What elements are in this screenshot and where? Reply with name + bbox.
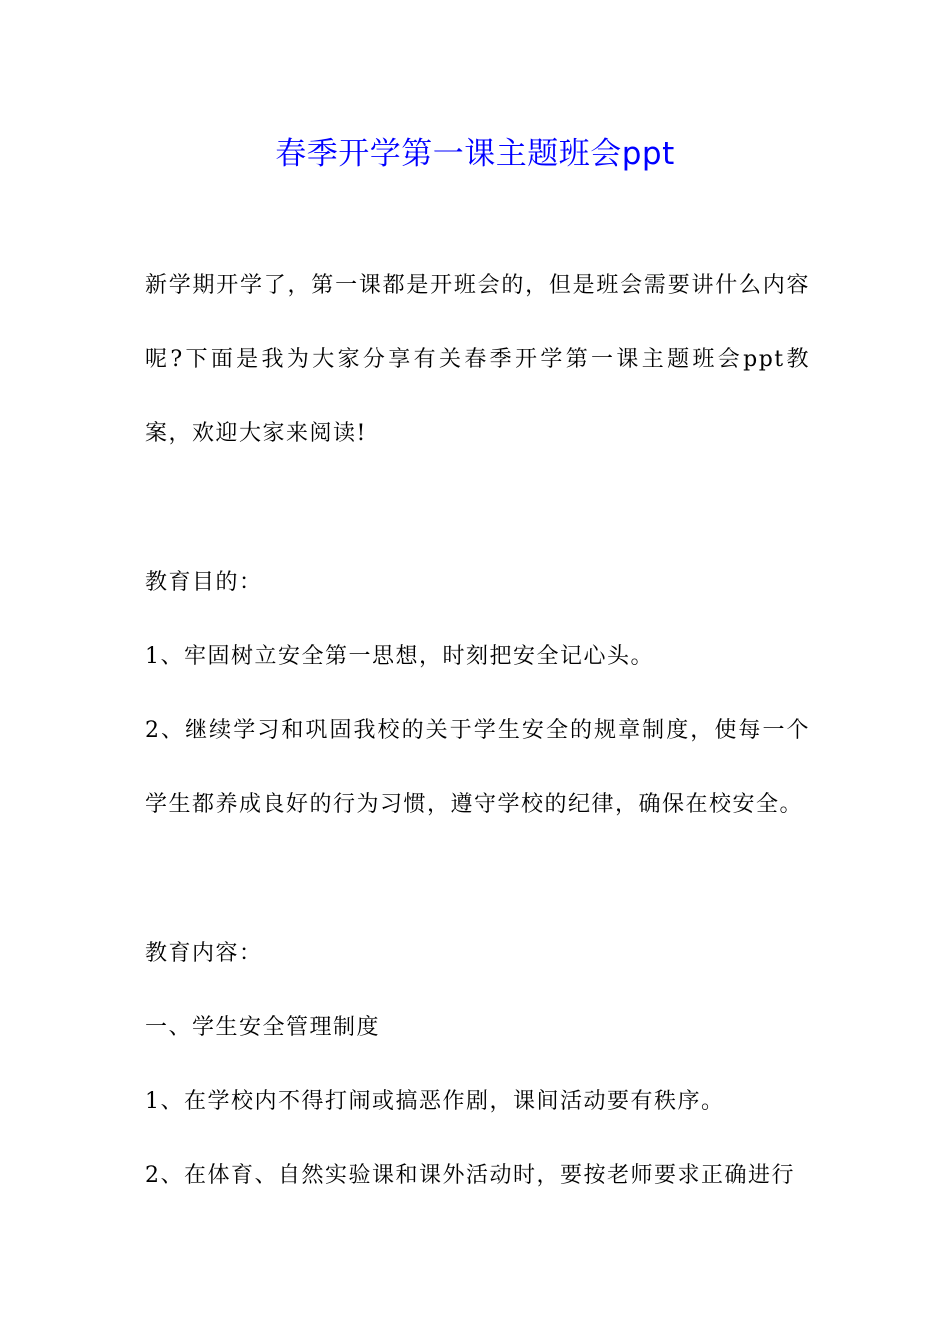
purpose-item-1: 1、牢固树立安全第一思想，时刻把安全记心头。 <box>145 644 654 669</box>
intro-paragraph: 新学期开学了，第一课都是开班会的，但是班会需要讲什么内容呢?下面是我为大家分享有关春季开学第一课主题班会ppt教案，欢迎大家来阅读! <box>145 273 810 446</box>
content-item-2: 2、在体育、自然实验课和课外活动时，要按老师要求正确进行 <box>145 1163 795 1188</box>
purpose-item-2: 2、继续学习和巩固我校的关于学生安全的规章制度，使每一个学生都养成良好的行为习惯，遵守学校的纪律，确保在校安全。 <box>145 718 810 817</box>
content-subheading-1: 一、学生安全管理制度 <box>145 1015 381 1040</box>
section-heading-content: 教育内容： <box>145 941 263 966</box>
document-title: 春季开学第一课主题班会ppt <box>275 136 675 172</box>
content-item-1: 1、在学校内不得打闹或搞恶作剧，课间活动要有秩序。 <box>145 1089 725 1114</box>
section-heading-purpose: 教育目的： <box>145 570 263 595</box>
